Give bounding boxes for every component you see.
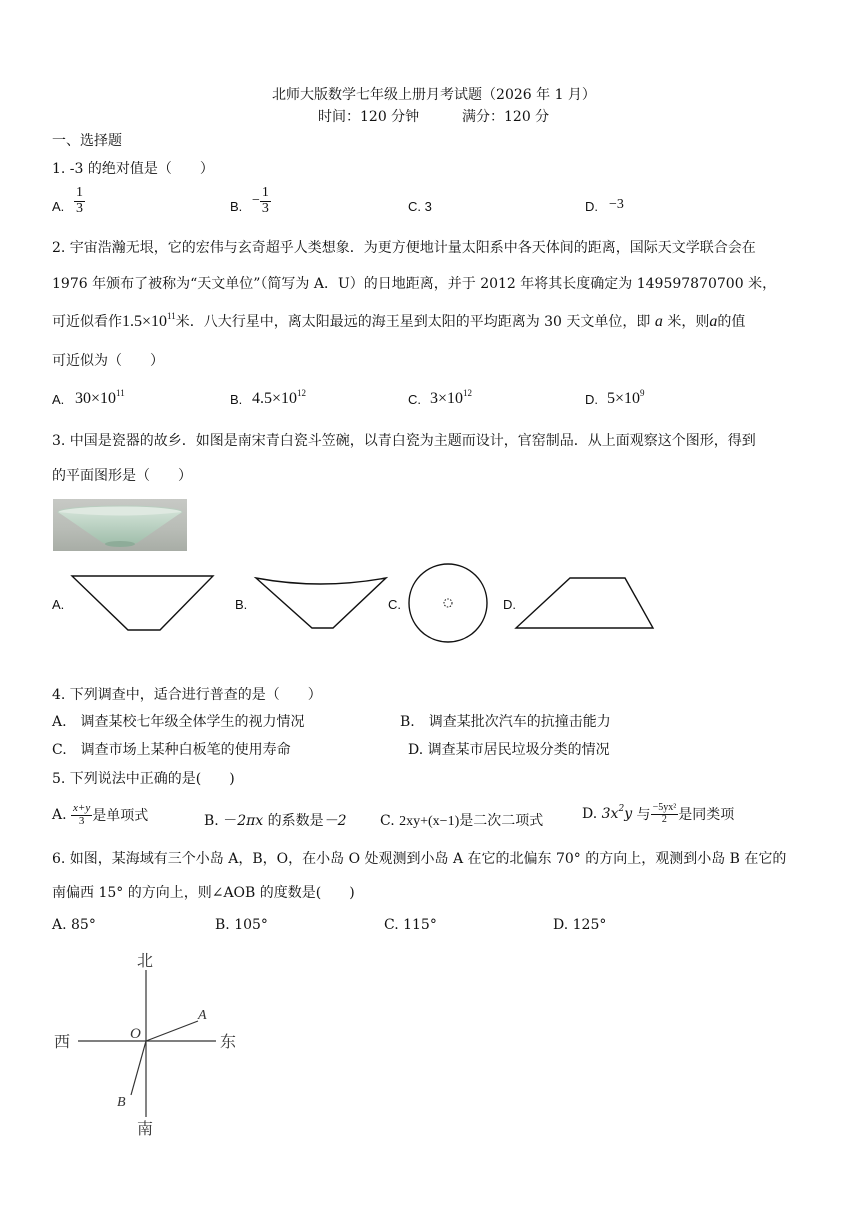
q1-a-numerator: 1 <box>76 185 83 200</box>
q3-option-a-label: A. <box>52 597 65 612</box>
q5-a-numerator: x+y <box>73 802 91 814</box>
q1-option-a-value <box>74 186 85 216</box>
q5-option-d <box>582 803 734 825</box>
question-2-line-4: 可近似为（ ） <box>52 353 164 369</box>
q5-d-exp: 2 <box>618 804 625 814</box>
q2-c-exp: 12 <box>463 388 473 398</box>
q3-option-c-label: C. <box>388 597 401 612</box>
q2-line3-mid2: 米，则 <box>667 314 710 330</box>
q4-option-a: A. 调查某校七年级全体学生的视力情况 <box>52 714 305 730</box>
q1-option-b-value <box>252 186 271 216</box>
q5-c-post: 是二次二项式 <box>459 813 544 829</box>
q5-c-expr: 2xy+(x−1) <box>399 814 460 829</box>
q5-option-a <box>52 803 148 827</box>
origin-label-o: O <box>130 1026 141 1042</box>
question-6-line-2: 南偏西 15° 的方向上，则∠AOB 的度数是( ) <box>52 885 355 901</box>
exam-time: 时间：120 分钟 <box>318 109 420 125</box>
q5-a-denominator: 3 <box>78 814 85 827</box>
q5-c-pre: C. <box>380 813 400 829</box>
q6-option-a: A. 85° <box>52 917 96 933</box>
exam-title: 北师大版数学七年级上册月考试题（2026 年 1 月） <box>272 87 596 103</box>
q1-b-sign: − <box>252 193 260 209</box>
q5-b-pre: B. － <box>204 813 238 829</box>
q3-shape-c-outer-circle <box>409 564 487 642</box>
q1-b-numerator: 1 <box>261 185 269 200</box>
q3-shape-b-curved-trapezoid <box>256 578 386 628</box>
q5-b-mid: 的系数是 <box>263 813 324 829</box>
q5-d-term <box>602 806 632 822</box>
q5-option-c <box>380 810 543 830</box>
q2-var-a-2: a <box>709 313 718 330</box>
q1-a-denominator: 3 <box>76 200 83 216</box>
q3-shape-c-inner-circle <box>444 599 452 607</box>
question-3-line-2: 的平面图形是（ ） <box>52 468 192 484</box>
q4-option-c: C. 调查市场上某种白板笔的使用寿命 <box>52 742 291 758</box>
q2-sci-base: 1.5×10 <box>122 313 168 330</box>
q6-option-d: D. 125° <box>553 917 607 933</box>
q2-sci-exp: 11 <box>167 311 176 321</box>
east-label: 东 <box>220 1034 237 1051</box>
q5-b-val: －2 <box>323 813 347 829</box>
q2-option-d-value <box>607 390 645 408</box>
q2-line3-post: 的值 <box>717 314 746 330</box>
q6-option-c: C. 115° <box>384 917 437 933</box>
q2-option-c-label: C. <box>408 392 421 407</box>
q2-sci-number <box>122 313 176 330</box>
south-label: 南 <box>137 1121 154 1138</box>
q5-d-pre: D. <box>582 806 602 822</box>
question-2-line-2: 1976 年颁布了被称为“天文单位”（简写为 A．U）的日地距离，并于 2012 年将其长度确定为 149597870700 米， <box>52 276 777 292</box>
q5-a-post: 是单项式 <box>92 808 149 825</box>
q4-option-b: B. 调查某批次汽车的抗撞击能力 <box>400 714 611 730</box>
q3-shape-a-trapezoid <box>72 576 213 630</box>
q2-a-exp: 11 <box>116 388 125 398</box>
q1-option-d-value: −3 <box>609 197 624 212</box>
question-6-line-1: 6. 如图，某海域有三个小岛 A，B，O，在小岛 O 处观测到小岛 A 在它的北偏东 70° 的方向上，观测到小岛 B 在它的 <box>52 851 787 867</box>
bowl-photo <box>53 499 187 551</box>
q5-d-mid: 与 <box>632 807 651 823</box>
question-4-stem: 4. 下列调查中，适合进行普查的是（ ） <box>52 687 322 703</box>
q3-option-b-label: B. <box>235 597 248 612</box>
q5-b-expr: 2πx <box>237 813 264 829</box>
q2-option-d-label: D. <box>585 392 598 407</box>
q6-option-b: B. 105° <box>215 917 268 933</box>
q2-option-b-value <box>252 390 306 408</box>
ray-oa <box>146 1021 198 1041</box>
q1-b-denominator: 3 <box>261 200 269 216</box>
question-2-line-3 <box>52 311 745 331</box>
question-1-stem: 1. -3 的绝对值是（ ） <box>52 161 214 177</box>
q5-d-post: 是同类项 <box>678 807 735 823</box>
q5-d-denominator: 2 <box>661 813 667 825</box>
q2-b-exp: 12 <box>297 388 307 398</box>
q5-d-tail: y <box>624 806 633 822</box>
bowl-illustration <box>53 499 187 551</box>
q2-option-b-label: B. <box>230 392 243 407</box>
q2-d-base: 5×10 <box>607 390 641 407</box>
q2-option-c-value <box>430 390 472 408</box>
west-label: 西 <box>54 1034 71 1051</box>
q1-option-c: C. 3 <box>408 199 432 214</box>
q2-c-base: 3×10 <box>430 390 464 407</box>
q2-b-base: 4.5×10 <box>252 390 298 407</box>
q1-option-b-label: B. <box>230 199 243 214</box>
q1-option-d-label: D. <box>585 199 598 214</box>
q5-option-b <box>204 810 347 830</box>
question-2-line-1: 2. 宇宙浩瀚无垠，它的宏伟与玄奇超乎人类想象．为更方便地计量太阳系中各天体间的距离，国际天文学联合会在 <box>52 240 756 256</box>
exam-score: 满分：120 分 <box>462 109 550 125</box>
q1-option-a-label: A. <box>52 199 65 214</box>
ray-ob <box>131 1041 146 1095</box>
q2-d-exp: 9 <box>640 388 645 398</box>
q3-option-d-label: D. <box>503 597 516 612</box>
question-5-stem: 5. 下列说法中正确的是( ) <box>52 771 235 787</box>
q2-line3-pre: 可近似看作 <box>52 314 122 330</box>
section-title: 一、选择题 <box>52 133 122 149</box>
q2-line3-mid: 米．八大行星中，离太阳最远的海王星到太阳的平均距离为 30 天文单位，即 <box>175 314 651 330</box>
q3-option-shapes <box>0 560 868 650</box>
q2-var-a: a <box>654 313 663 330</box>
north-label: 北 <box>137 953 154 970</box>
question-3-line-1: 3. 中国是瓷器的故乡．如图是南宋青白瓷斗笠碗，以青白瓷为主题而设计，官窑制品．从上面观察这个图形，得到 <box>52 433 756 449</box>
q2-option-a-value <box>75 390 125 408</box>
q5-a-label: A. <box>52 807 67 824</box>
point-label-a: A <box>198 1008 207 1023</box>
q2-option-a-label: A. <box>52 392 65 407</box>
point-label-b: B <box>117 1095 126 1110</box>
q2-a-base: 30×10 <box>75 390 117 407</box>
q3-shape-d-trapezoid <box>516 578 653 628</box>
q5-d-numerator: −5yx² <box>652 802 677 813</box>
compass-diagram <box>40 945 260 1145</box>
q4-option-d: D. 调查某市居民垃圾分类的情况 <box>408 742 610 758</box>
q5-d-base: 3x <box>601 806 619 822</box>
